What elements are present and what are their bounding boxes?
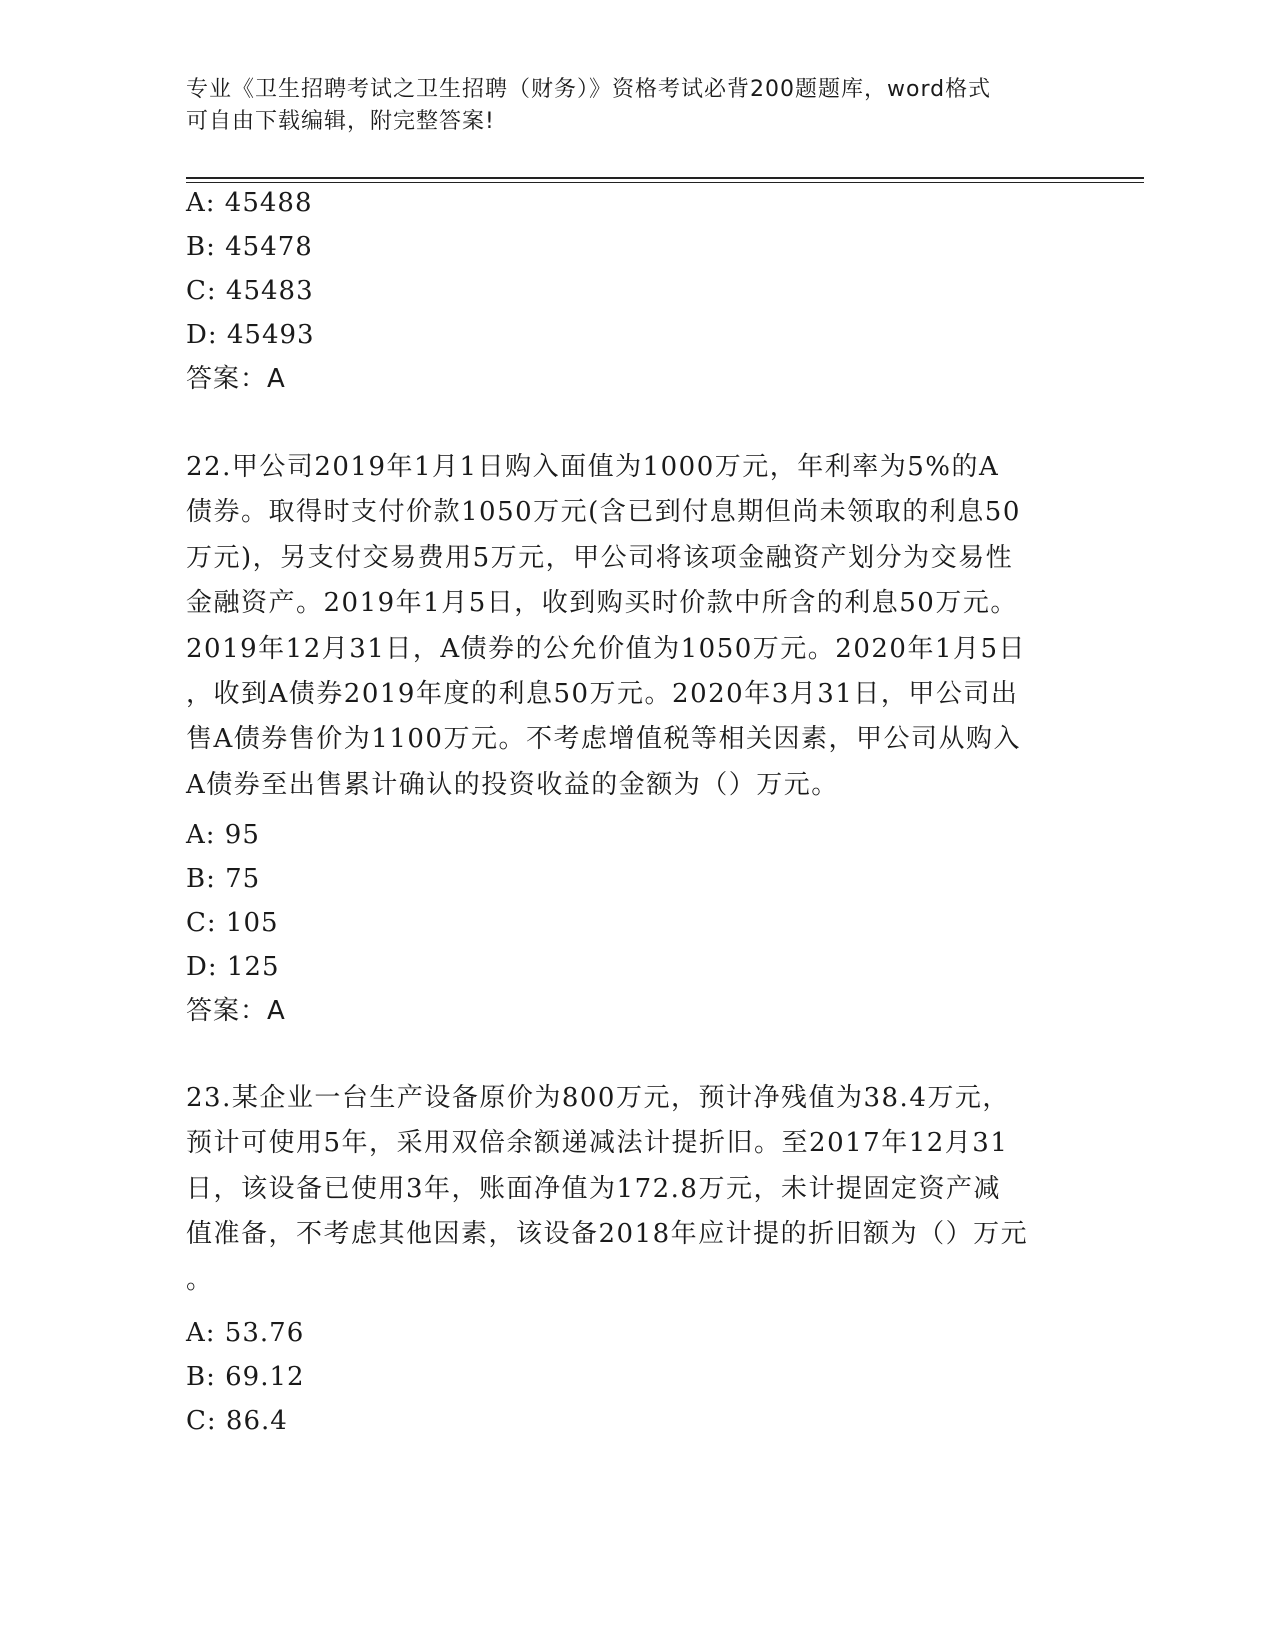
q22-stem-line: 金融资产。2019年1月5日，收到购买时价款中所含的利息50万元。: [186, 588, 1018, 619]
q21-answer: 答案：A: [186, 364, 286, 394]
q21-option-a: A: 45488: [186, 188, 313, 218]
q23-stem: [186, 1076, 1066, 1303]
header-divider-thin: [186, 182, 1144, 183]
q22-option-b: B: 75: [186, 864, 261, 894]
header-divider-thick: [186, 177, 1144, 179]
document-header: [186, 74, 1066, 138]
q22-option-c: C: 105: [186, 908, 279, 938]
q22-stem-line: 万元)，另支付交易费用5万元，甲公司将该项金融资产划分为交易性: [186, 542, 1014, 573]
q22-stem-line: A债券至出售累计确认的投资收益的金额为（）万元。: [186, 769, 839, 800]
q22-stem-line: 22.甲公司2019年1月1日购入面值为1000万元，年利率为5%的A: [186, 452, 1000, 482]
q23-stem-line: 日，该设备已使用3年，账面净值为172.8万元，未计提固定资产减: [186, 1173, 1001, 1204]
q22-stem-line: 债券。取得时支付价款1050万元(含已到付息期但尚未领取的利息50: [186, 497, 1021, 528]
q22-answer: 答案：A: [186, 996, 286, 1026]
q21-option-c: C: 45483: [186, 276, 314, 306]
q22-stem-line: ，收到A债券2019年度的利息50万元。2020年3月31日，甲公司出: [186, 678, 1019, 709]
q22-stem: [186, 445, 1066, 808]
q23-stem-line: 值准备，不考虑其他因素，该设备2018年应计提的折旧额为（）万元: [186, 1219, 1029, 1250]
q23-option-a: A: 53.76: [186, 1318, 305, 1348]
q23-option-c: C: 86.4: [186, 1406, 288, 1436]
q22-option-d: D: 125: [186, 952, 280, 982]
q23-stem-line: 23.某企业一台生产设备原价为800万元，预计净残值为38.4万元，: [186, 1083, 1010, 1113]
q21-option-d: D: 45493: [186, 320, 315, 350]
q23-stem-line: 。: [186, 1264, 214, 1295]
header-line-2: 可自由下载编辑，附完整答案!: [186, 109, 495, 134]
q23-stem-line: 预计可使用5年，采用双倍余额递减法计提折旧。至2017年12月31: [186, 1128, 1009, 1159]
header-line-1: 专业《卫生招聘考试之卫生招聘（财务）》资格考试必背200题题库，word格式: [186, 77, 992, 102]
q22-option-a: A: 95: [186, 820, 260, 850]
q23-option-b: B: 69.12: [186, 1362, 305, 1392]
q22-stem-line: 售A债券售价为1100万元。不考虑增值税等相关因素，甲公司从购入: [186, 724, 1021, 755]
q22-stem-line: 2019年12月31日，A债券的公允价值为1050万元。2020年1月5日: [186, 633, 1027, 664]
q21-option-b: B: 45478: [186, 232, 313, 262]
